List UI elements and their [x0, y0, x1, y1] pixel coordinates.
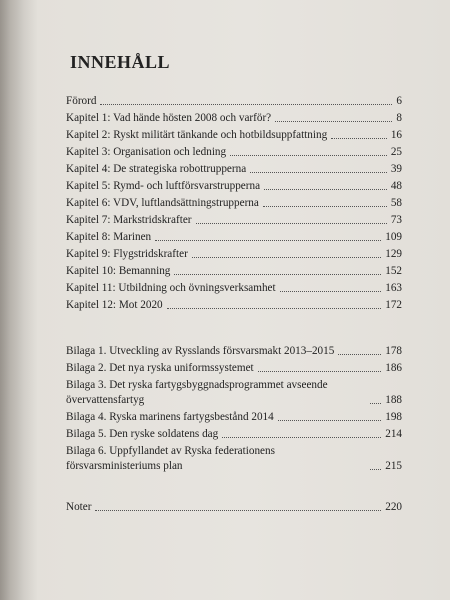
- toc-entry-page: 6: [396, 95, 402, 107]
- toc-notes: [66, 498, 402, 515]
- toc-entry-kapitel-4[interactable]: [66, 160, 402, 177]
- toc-entry-page: 220: [385, 501, 402, 513]
- dot-leader: [95, 510, 381, 511]
- toc-entry-bilaga-5[interactable]: [66, 425, 402, 442]
- dot-leader: [230, 155, 387, 156]
- toc-entry-title: Kapitel 2: Ryskt militärt tänkande och hotbildsuppfattning: [66, 129, 328, 141]
- toc-entry-title: Bilaga 2. Det nya ryska uniformssystemet: [66, 362, 254, 374]
- toc-entry-title: Kapitel 5: Rymd- och luftförsvarstrupperna: [66, 180, 261, 192]
- toc-entry-title: Kapitel 4: De strategiska robottrupperna: [66, 163, 247, 175]
- toc-entry-page: 48: [390, 180, 402, 192]
- toc-entry-kapitel-5[interactable]: [66, 177, 402, 194]
- toc-entry-page: 188: [385, 394, 402, 406]
- toc-entry-title: Kapitel 6: VDV, luftlandsättningstrupperna: [66, 197, 259, 209]
- dot-leader: [250, 172, 387, 173]
- dot-leader: [196, 223, 387, 224]
- dot-leader: [222, 437, 381, 438]
- toc-entry-page: 198: [385, 411, 402, 423]
- toc-entry-kapitel-8[interactable]: [66, 228, 402, 245]
- toc-entry-noter[interactable]: [66, 498, 402, 515]
- dot-leader: [338, 354, 381, 355]
- toc-entry-title: Bilaga 5. Den ryske soldatens dag: [66, 428, 219, 440]
- toc-entry-kapitel-6[interactable]: [66, 194, 402, 211]
- toc-entry-bilaga-6[interactable]: [66, 442, 402, 474]
- toc-entry-kapitel-1[interactable]: [66, 109, 402, 126]
- toc-entry-page: 214: [385, 428, 402, 440]
- toc-entry-title: Kapitel 11: Utbildning och övningsverksamhet: [66, 282, 276, 294]
- dot-leader: [275, 121, 392, 122]
- toc-entry-page: 186: [385, 362, 402, 374]
- toc-entry-title: Kapitel 7: Markstridskrafter: [66, 214, 192, 226]
- toc-entry-title: Kapitel 9: Flygstridskrafter: [66, 248, 188, 260]
- toc-entry-title: Kapitel 10: Bemanning: [66, 265, 171, 277]
- dot-leader: [258, 371, 382, 372]
- toc-entry-page: 163: [385, 282, 402, 294]
- page-title: INNEHÅLL: [70, 52, 171, 72]
- toc-entry-title: Kapitel 8: Marinen: [66, 231, 152, 243]
- toc-entry-title: Kapitel 1: Vad hände hösten 2008 och varför?: [66, 112, 272, 124]
- dot-leader: [263, 206, 387, 207]
- toc-entry-page: 8: [396, 112, 402, 124]
- dot-leader: [192, 257, 381, 258]
- dot-leader: [264, 189, 387, 190]
- dot-leader: [155, 240, 381, 241]
- toc-entry-title: Noter: [66, 501, 92, 513]
- toc-entry-title: Bilaga 6. Uppfyllandet av Ryska federationens försvarsministeriums plan: [66, 445, 275, 472]
- toc-entry-kapitel-7[interactable]: [66, 211, 402, 228]
- toc-entry-page: 172: [385, 299, 402, 311]
- toc-entry-page: 152: [385, 265, 402, 277]
- dot-leader: [370, 403, 381, 404]
- toc-entry-page: 129: [385, 248, 402, 260]
- toc-entry-bilaga-2[interactable]: [66, 359, 402, 376]
- toc-entry-title: Kapitel 12: Mot 2020: [66, 299, 163, 311]
- toc-entry-title: Bilaga 4. Ryska marinens fartygsbestånd 2014: [66, 411, 274, 423]
- toc-entry-page: 16: [390, 129, 402, 141]
- dot-leader: [278, 420, 381, 421]
- toc-entry-kapitel-2[interactable]: [66, 126, 402, 143]
- toc-entry-bilaga-4[interactable]: [66, 408, 402, 425]
- dot-leader: [280, 291, 382, 292]
- toc-entry-page: 109: [385, 231, 402, 243]
- toc-entry-forord[interactable]: [66, 92, 402, 109]
- toc-entry-title: Bilaga 3. Det ryska fartygsbyggnadsprogrammet avseende övervattensfartyg: [66, 379, 328, 406]
- toc-entry-bilaga-3[interactable]: [66, 376, 402, 408]
- toc-entry-page: 215: [385, 460, 402, 472]
- toc-entry-kapitel-12[interactable]: [66, 296, 402, 313]
- toc-entry-title: Kapitel 3: Organisation och ledning: [66, 146, 227, 158]
- toc-entry-bilaga-1[interactable]: [66, 342, 402, 359]
- toc-entry-page: 39: [390, 163, 402, 175]
- toc-entry-page: 73: [390, 214, 402, 226]
- dot-leader: [100, 104, 392, 105]
- dot-leader: [167, 308, 382, 309]
- toc-entry-kapitel-3[interactable]: [66, 143, 402, 160]
- toc-entry-title: Förord: [66, 95, 97, 107]
- binding-shadow: [0, 0, 38, 600]
- toc-appendices: [66, 342, 402, 474]
- toc-entry-kapitel-11[interactable]: [66, 279, 402, 296]
- toc-entry-title: Bilaga 1. Utveckling av Rysslands försvarsmakt 2013–2015: [66, 345, 335, 357]
- dot-leader: [174, 274, 381, 275]
- toc-entry-page: 178: [385, 345, 402, 357]
- dot-leader: [370, 469, 381, 470]
- toc-entry-page: 25: [390, 146, 402, 158]
- toc-entry-kapitel-10[interactable]: [66, 262, 402, 279]
- toc-entry-page: 58: [390, 197, 402, 209]
- dot-leader: [331, 138, 387, 139]
- toc-chapters: [66, 92, 402, 313]
- toc-entry-kapitel-9[interactable]: [66, 245, 402, 262]
